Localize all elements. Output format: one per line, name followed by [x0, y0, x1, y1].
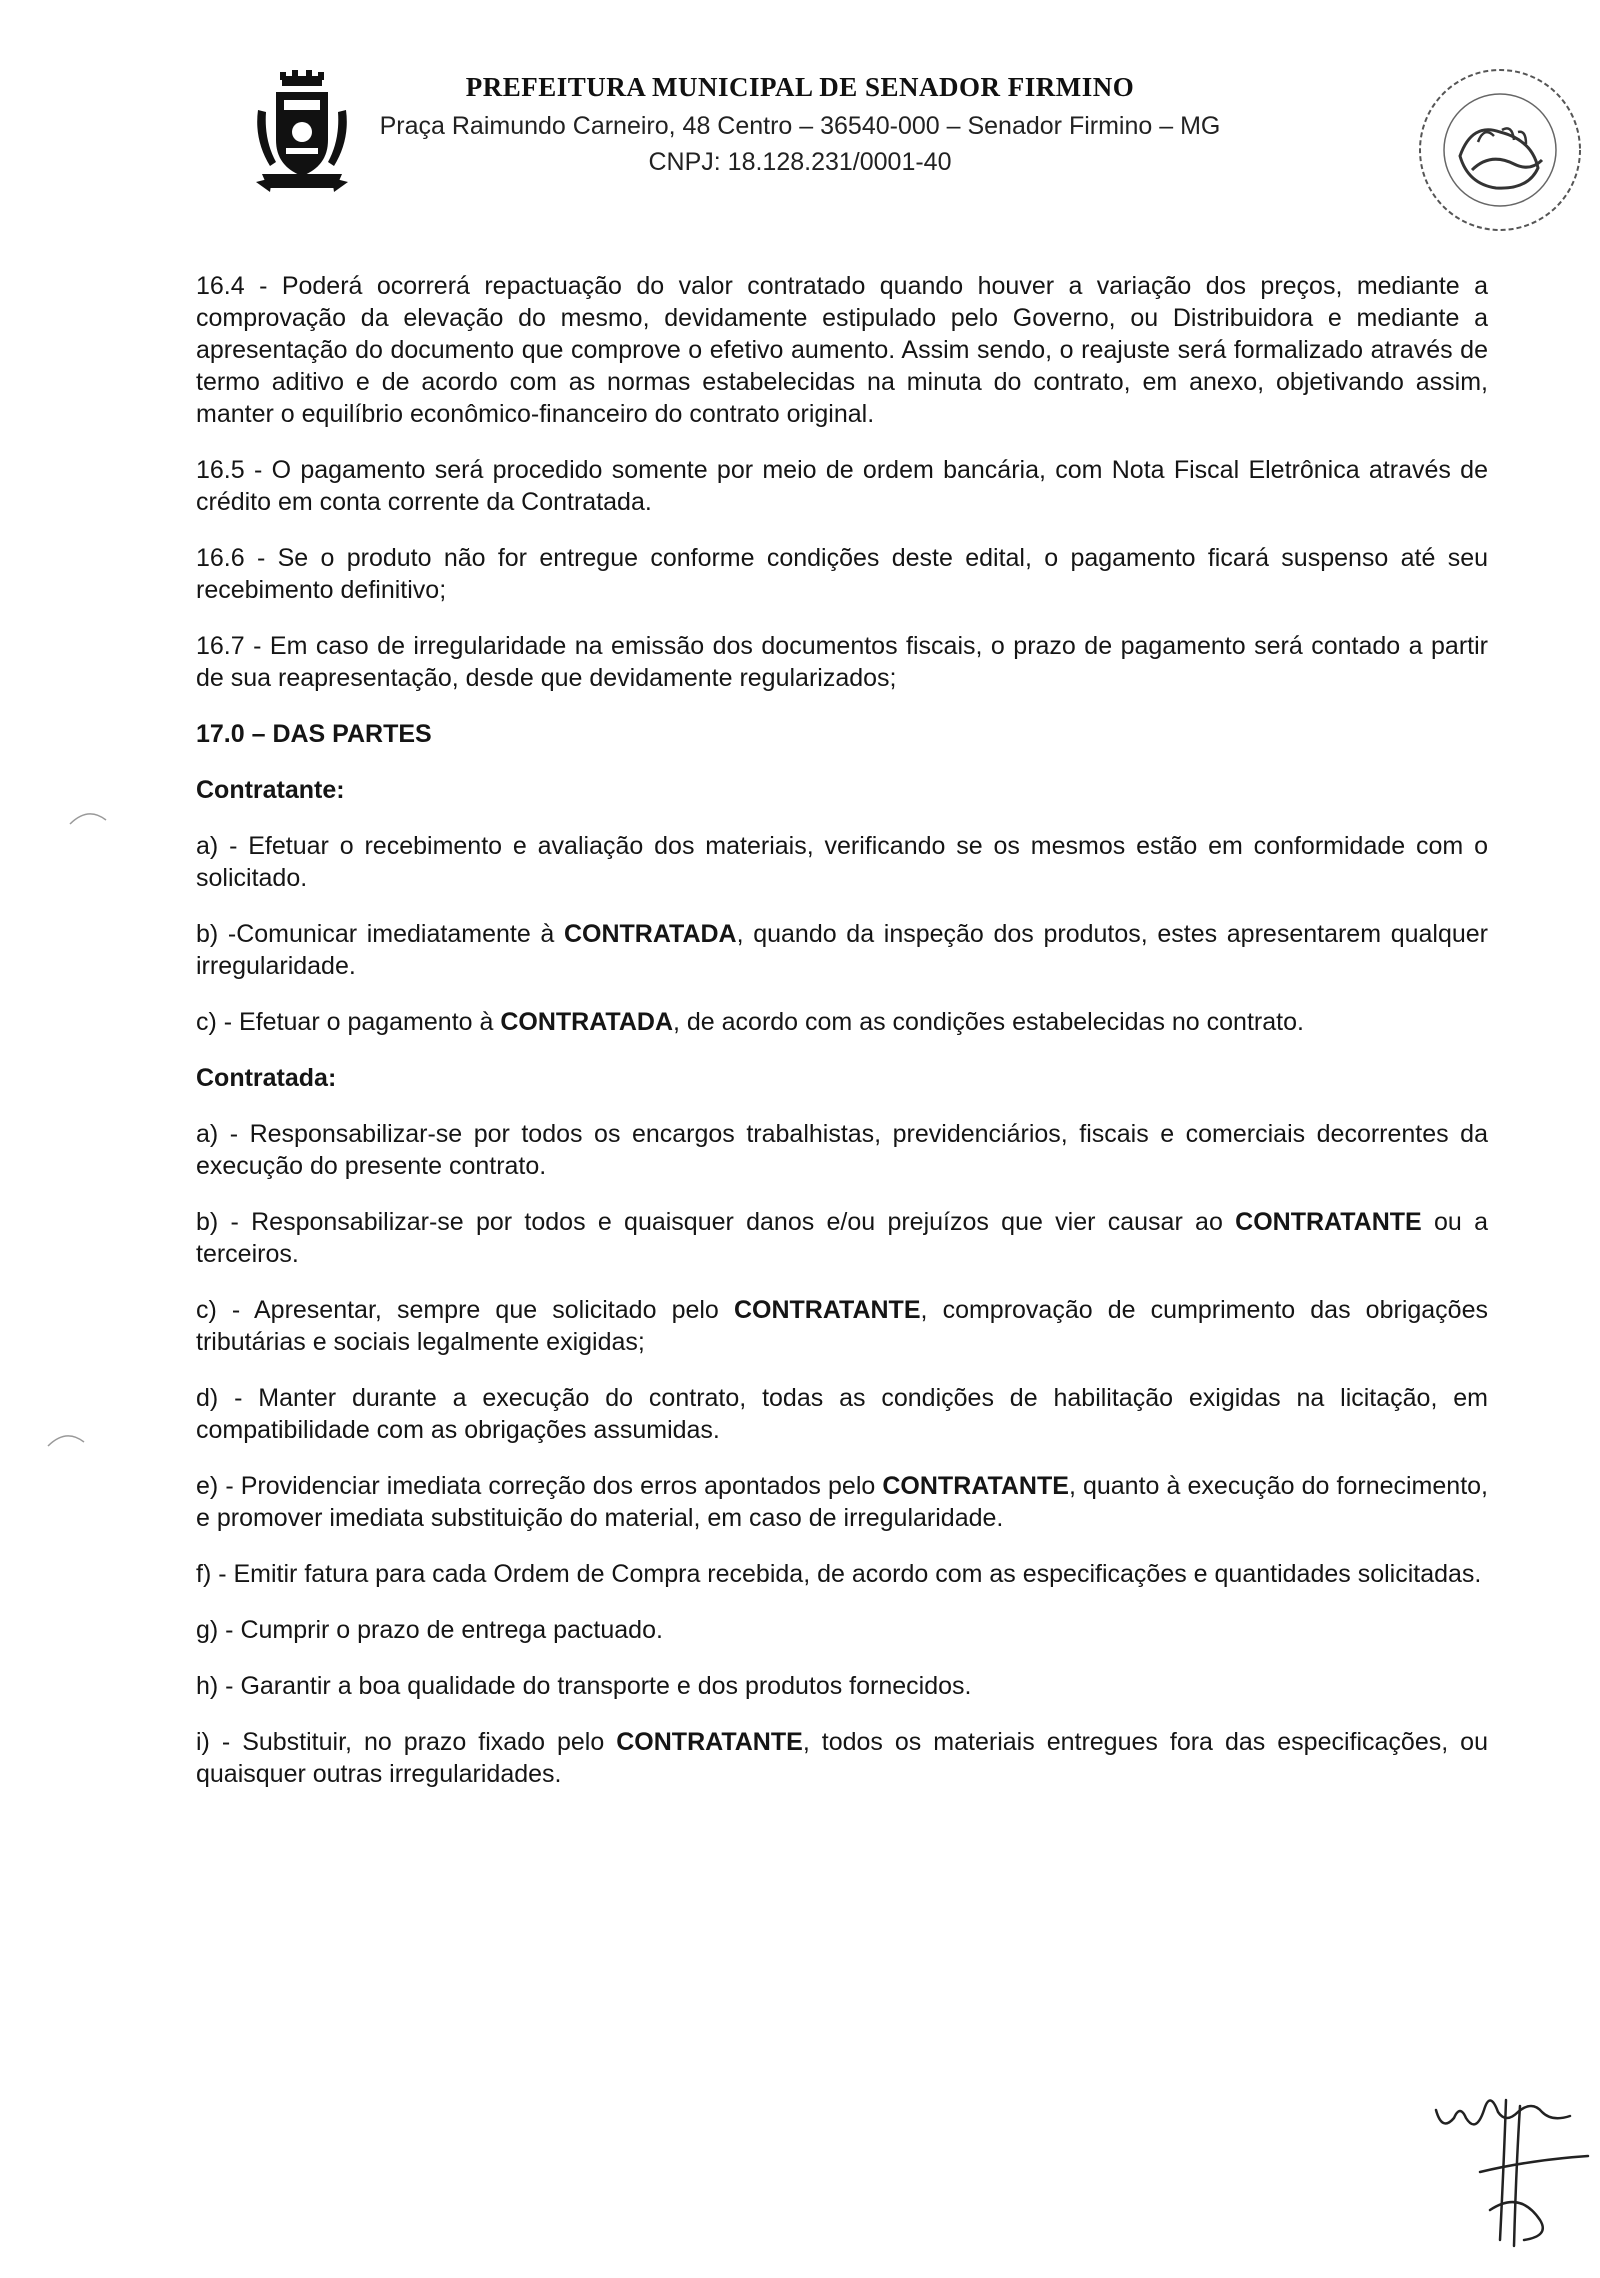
contratante-label: Contratante:: [196, 776, 345, 804]
document-body: [196, 270, 1488, 1814]
contratante-item-b: b) -Comunicar imediatamente à CONTRATADA, quando da inspeção dos produtos, estes apresentarem qualquer irregularidade.: [196, 920, 1488, 980]
paragraph-16-5: 16.5 - O pagamento será procedido somente por meio de ordem bancária, com Nota Fiscal Eletrônica através de crédito em conta corrente da Contratada.: [196, 456, 1488, 516]
contratada-label: Contratada:: [196, 1064, 337, 1092]
municipality-title: PREFEITURA MUNICIPAL DE SENADOR FIRMINO: [465, 72, 1135, 102]
contratada-item-f: f) - Emitir fatura para cada Ordem de Compra recebida, de acordo com as especificações e quantidades solicitadas.: [196, 1560, 1482, 1588]
municipality-address: Praça Raimundo Carneiro, 48 Centro – 36540-000 – Senador Firmino – MG: [379, 112, 1221, 140]
contratada-item-a: a) - Responsabilizar-se por todos os encargos trabalhistas, previdenciários, fiscais e comerciais decorrentes da execução do presente contrato.: [196, 1120, 1488, 1180]
contratante-item-c: c) - Efetuar o pagamento à CONTRATADA, de acordo com as condições estabelecidas no contrato.: [196, 1008, 1304, 1036]
paragraph-16-7: 16.7 - Em caso de irregularidade na emissão dos documentos fiscais, o prazo de pagamento será contado a partir de sua reapresentação, desde que devidamente regularizados;: [196, 632, 1488, 692]
contratada-item-b: b) - Responsabilizar-se por todos e quaisquer danos e/ou prejuízos que vier causar ao CONTRATANTE ou a terceiros.: [196, 1208, 1488, 1268]
municipality-cnpj: CNPJ: 18.128.231/0001-40: [648, 148, 952, 176]
contratada-item-h: h) - Garantir a boa qualidade do transporte e dos produtos fornecidos.: [196, 1672, 972, 1700]
contratada-item-e: e) - Providenciar imediata correção dos erros apontados pelo CONTRATANTE, quanto à execução do fornecimento, e promover imediata substituição do material, em caso de irregularidade.: [196, 1472, 1488, 1532]
contratada-item-i: i) - Substituir, no prazo fixado pelo CONTRATANTE, todos os materiais entregues fora das especificações, ou quaisquer outras irregularidades.: [196, 1728, 1488, 1788]
commission-stamp-icon: [1410, 60, 1590, 240]
punch-mark-icon: [68, 806, 108, 826]
paragraph-16-4: 16.4 - Poderá ocorrerá repactuação do valor contratado quando houver a variação dos preços, mediante a comprovação da elevação do mesmo, devidamente estipulado pelo Governo, ou Distribuidora e mediante a apresentação do documento que comprove o efetivo aumento. Assim sendo, o reajuste será formalizado através de termo aditivo e de acordo com as normas estabelecidas na minuta do contrato, em anexo, objetivando assim, manter o equilíbrio econômico-financeiro do contrato original.: [196, 272, 1488, 428]
contratada-item-d: d) - Manter durante a execução do contrato, todas as condições de habilitação exigidas na licitação, em compatibilidade com as obrigações assumidas.: [196, 1384, 1488, 1444]
contratada-item-g: g) - Cumprir o prazo de entrega pactuado.: [196, 1616, 663, 1644]
contratante-item-a: a) - Efetuar o recebimento e avaliação dos materiais, verificando se os mesmos estão em conformidade com o solicitado.: [196, 832, 1488, 892]
handwritten-signature-icon: [1420, 2060, 1590, 2260]
contratada-item-c: c) - Apresentar, sempre que solicitado pelo CONTRATANTE, comprovação de cumprimento das obrigações tributárias e sociais legalmente exigidas;: [196, 1296, 1488, 1356]
paragraph-16-6: 16.6 - Se o produto não for entregue conforme condições deste edital, o pagamento ficará suspenso até seu recebimento definitivo;: [196, 544, 1488, 604]
letterhead: [0, 60, 1600, 210]
section-heading-das-partes: 17.0 – DAS PARTES: [196, 720, 432, 748]
punch-mark-icon: [46, 1428, 86, 1448]
